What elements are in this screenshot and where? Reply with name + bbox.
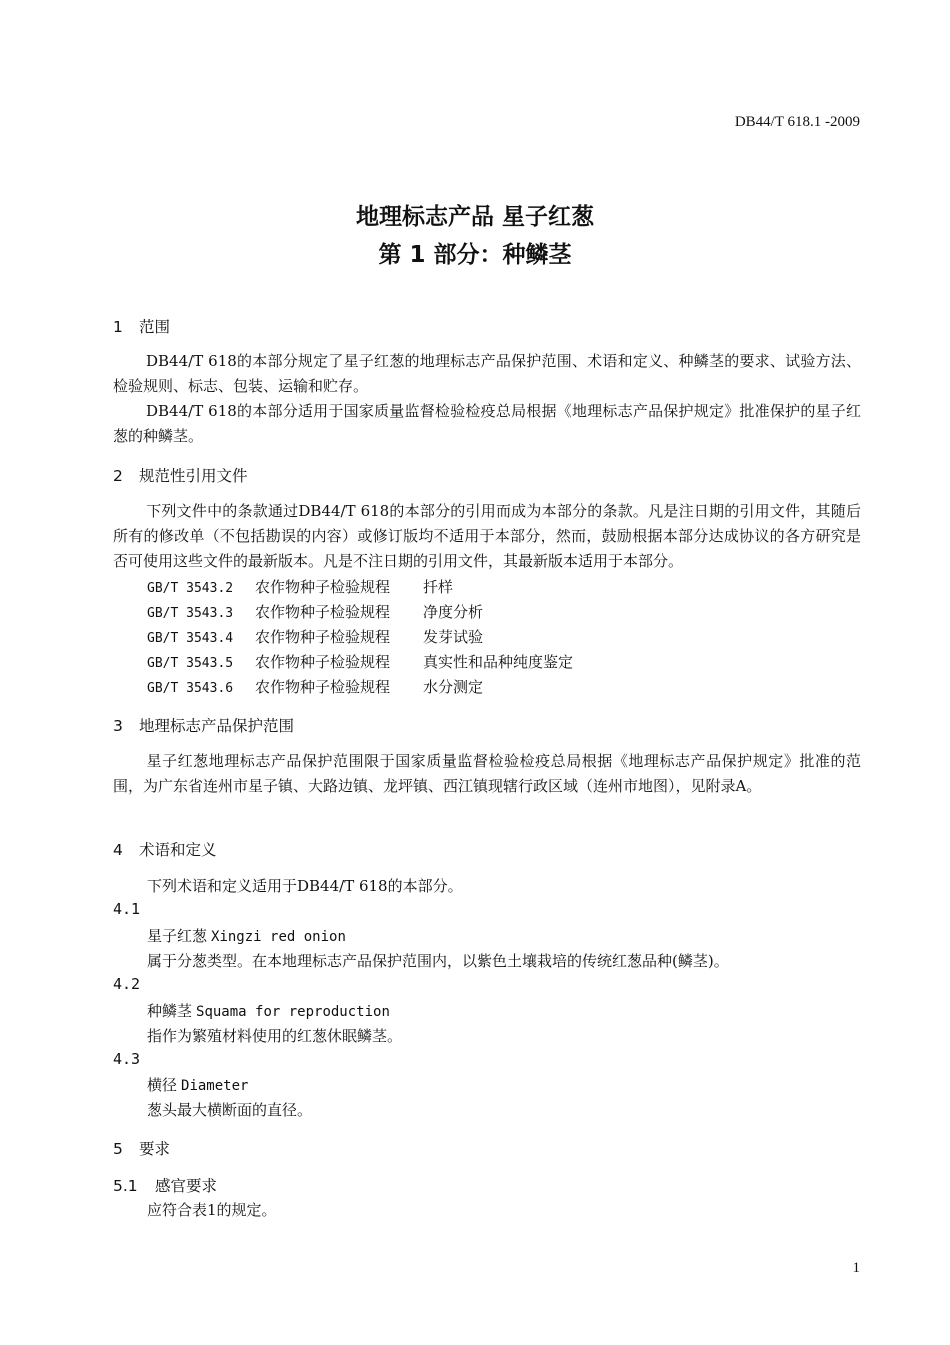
paragraph xyxy=(113,499,861,574)
document-subtitle: 第 1 部分：种鳞茎 xyxy=(378,242,572,268)
section-number: 2 xyxy=(113,467,123,485)
reference-name: 农作物种子检验规程 xyxy=(255,653,391,671)
paragraph-text: 下列文件中的条款通过DB44/T 618的本部分的引用而成为本部分的条款。凡是注日期的引用文件，其随后所有的修改单（不包括勘误的内容）或修订版均不适用于本部分，然而，鼓励根据本部分达成协议的各方研究是否可使用这些文件的最新版本。凡是不注日期的引用文件，其最新版本适用于本部分。 xyxy=(113,502,861,570)
paragraph: 应符合表1的规定。 xyxy=(147,1201,277,1219)
term-heading xyxy=(147,925,346,946)
reference-topic: 扦样 xyxy=(423,578,454,596)
page-number: 1 xyxy=(852,1260,860,1276)
reference-name: 农作物种子检验规程 xyxy=(255,578,391,596)
reference-item xyxy=(147,676,483,697)
reference-code: GB/T 3543.5 xyxy=(147,656,234,671)
reference-topic: 真实性和品种纯度鉴定 xyxy=(423,653,574,671)
section-3-heading xyxy=(113,714,294,736)
section-title: 术语和定义 xyxy=(139,841,217,859)
term-chinese: 星子红葱 xyxy=(147,927,208,945)
paragraph: 下列术语和定义适用于DB44/T 618的本部分。 xyxy=(147,877,463,895)
subsection-title: 感官要求 xyxy=(155,1177,218,1195)
paragraph-text: DB44/T 618的本部分规定了星子红葱的地理标志产品保护范围、术语和定义、种鳞茎的要求、试验方法、检验规则、标志、包装、运输和贮存。 xyxy=(113,352,861,395)
section-number: 5 xyxy=(113,1140,123,1158)
reference-code: GB/T 3543.6 xyxy=(147,681,234,696)
standard-code: DB44/T 618.1 -2009 xyxy=(734,114,860,130)
section-number: 1 xyxy=(113,318,123,336)
term-definition: 葱头最大横断面的直径。 xyxy=(147,1101,313,1119)
section-title: 要求 xyxy=(139,1140,171,1158)
reference-code: GB/T 3543.2 xyxy=(147,581,234,596)
term-english: Diameter xyxy=(181,1078,249,1094)
section-title: 地理标志产品保护范围 xyxy=(139,717,295,735)
reference-code: GB/T 3543.4 xyxy=(147,631,234,646)
term-heading xyxy=(147,1074,248,1095)
document-title: 地理标志产品 星子红葱 xyxy=(355,204,594,230)
reference-topic: 水分测定 xyxy=(423,678,484,696)
reference-item xyxy=(147,626,483,647)
paragraph-text: 星子红葱地理标志产品保护范围限于国家质量监督检验检疫总局根据《地理标志产品保护规定》批准的范围，为广东省连州市星子镇、大路边镇、龙坪镇、西江镇现辖行政区域（连州市地图），见附录A。 xyxy=(113,752,861,795)
section-number: 3 xyxy=(113,717,123,735)
subsection-5-1-heading xyxy=(113,1174,217,1196)
reference-item xyxy=(147,601,483,622)
section-1-heading xyxy=(113,315,170,337)
reference-code: GB/T 3543.3 xyxy=(147,606,234,621)
section-5-heading xyxy=(113,1137,170,1159)
term-heading xyxy=(147,1000,390,1021)
term-number: 4.2 xyxy=(113,975,141,993)
section-title: 范围 xyxy=(139,318,171,336)
section-2-heading xyxy=(113,464,248,486)
reference-name: 农作物种子检验规程 xyxy=(255,603,391,621)
term-definition: 指作为繁殖材料使用的红葱休眠鳞茎。 xyxy=(147,1027,403,1045)
term-english: Squama for reproduction xyxy=(196,1004,390,1020)
reference-name: 农作物种子检验规程 xyxy=(255,678,391,696)
term-english: Xingzi red onion xyxy=(211,929,346,945)
reference-item xyxy=(147,576,453,597)
section-title: 规范性引用文件 xyxy=(139,467,248,485)
paragraph-text: DB44/T 618的本部分适用于国家质量监督检验检疫总局根据《地理标志产品保护规定》批准保护的星子红葱的种鳞茎。 xyxy=(113,402,861,445)
section-number: 4 xyxy=(113,841,123,859)
term-chinese: 横径 xyxy=(147,1076,178,1094)
reference-topic: 净度分析 xyxy=(423,603,484,621)
term-chinese: 种鳞茎 xyxy=(147,1002,193,1020)
reference-item xyxy=(147,651,573,672)
section-4-heading xyxy=(113,838,217,860)
reference-name: 农作物种子检验规程 xyxy=(255,628,391,646)
term-number: 4.3 xyxy=(113,1050,141,1068)
subsection-number: 5.1 xyxy=(113,1177,138,1195)
paragraph xyxy=(113,399,861,449)
term-definition: 属于分葱类型。在本地理标志产品保护范围内，以紫色土壤栽培的传统红葱品种(鳞茎)。 xyxy=(147,952,729,970)
paragraph xyxy=(113,749,861,799)
reference-topic: 发芽试验 xyxy=(423,628,484,646)
paragraph xyxy=(113,349,861,399)
term-number: 4.1 xyxy=(113,900,141,918)
